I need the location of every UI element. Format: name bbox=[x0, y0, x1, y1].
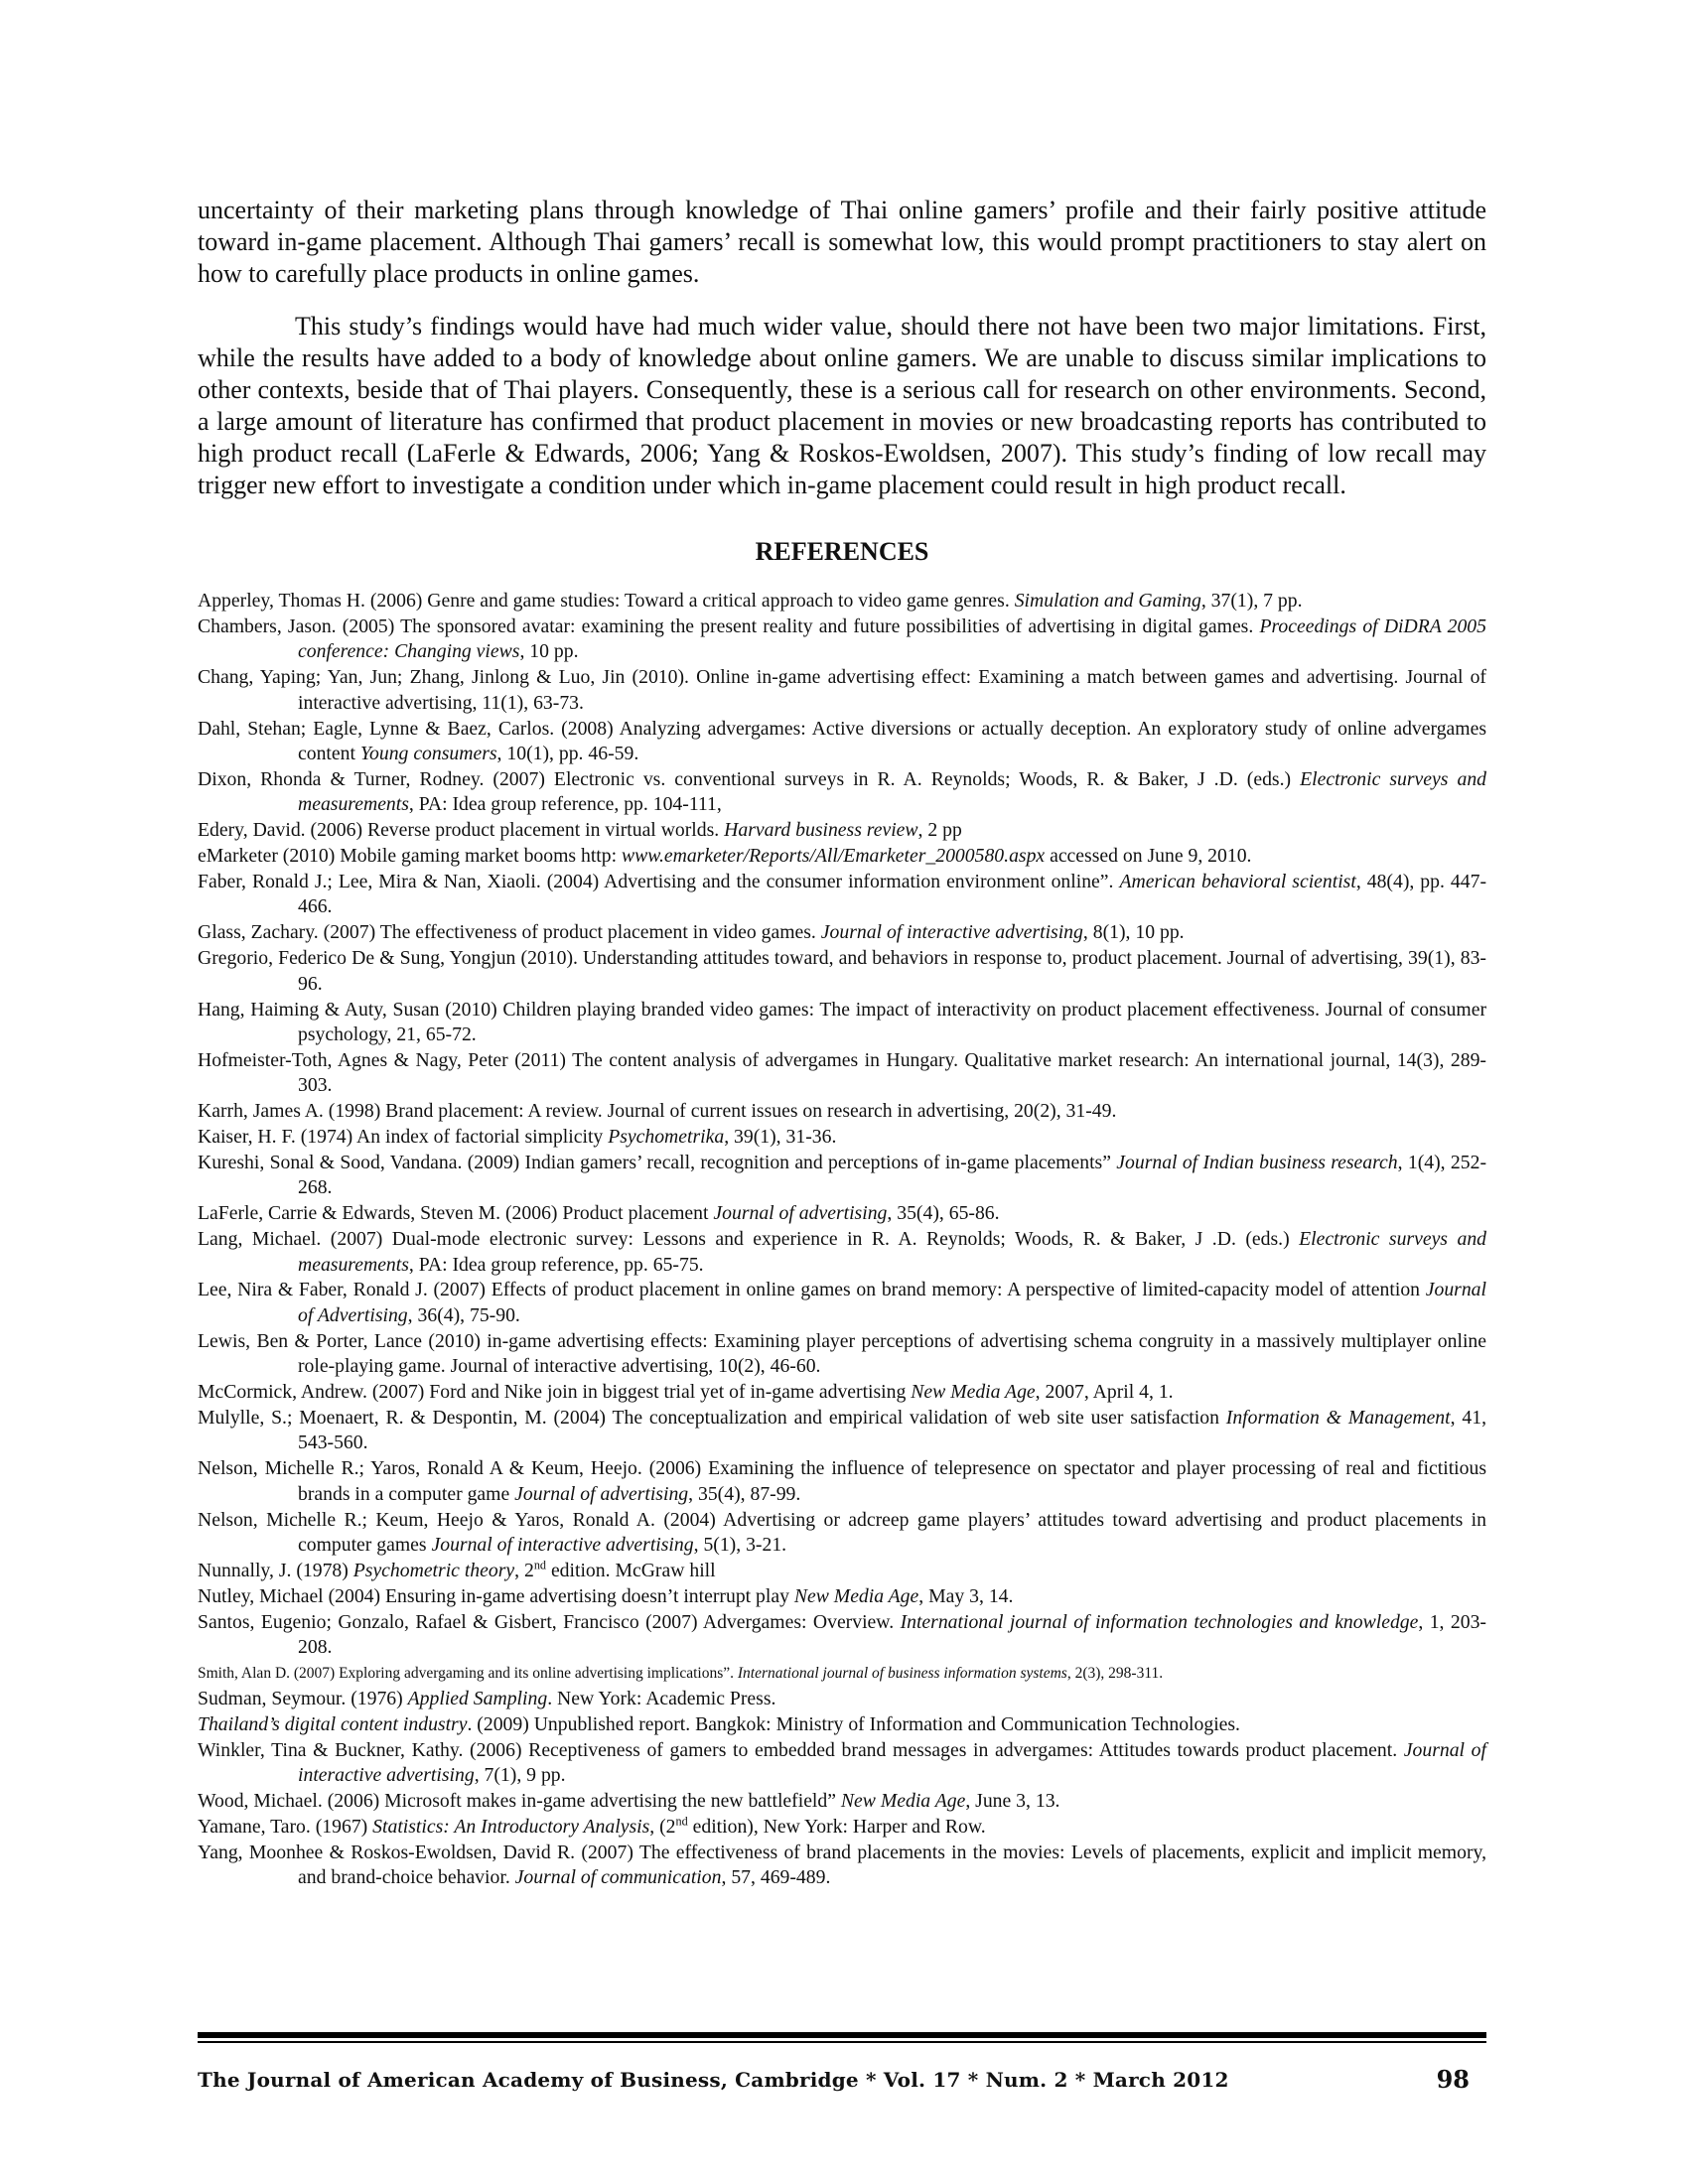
reference-item: Mulylle, S.; Moenaert, R. & Despontin, M. (2004) The conceptualization and empirical validation of web site user satisfaction Information & Management, 41, 543-560. bbox=[198, 1407, 1486, 1454]
references-list bbox=[198, 589, 1486, 1891]
reference-item: Lee, Nira & Faber, Ronald J. (2007) Effects of product placement in online games on brand memory: A perspective of limited-capacity model of attention Journal of Advertising, 36(4), 75-90. bbox=[198, 1279, 1486, 1326]
reference-item: McCormick, Andrew. (2007) Ford and Nike join in biggest trial yet of in-game advertising New Media Age, 2007, April 4, 1. bbox=[198, 1381, 1174, 1404]
reference-item: Gregorio, Federico De & Sung, Yongjun (2010). Understanding attitudes toward, and behaviors in response to, product placement. Journal of advertising, 39(1), 83-96. bbox=[198, 947, 1486, 995]
page-number: 98 bbox=[1436, 2065, 1470, 2094]
reference-item: Thailand’s digital content industry. (2009) Unpublished report. Bangkok: Ministry of Information and Communication Technologies. bbox=[198, 1712, 1240, 1735]
reference-item: Wood, Michael. (2006) Microsoft makes in-game advertising the new battlefield” New Media Age, June 3, 13. bbox=[198, 1790, 1060, 1813]
footer-rule-thick bbox=[198, 2032, 1486, 2038]
reference-item: Chambers, Jason. (2005) The sponsored avatar: examining the present reality and future possibilities of advertising in digital games. Proceedings of DiDRA 2005 conference: Changing views, 10 pp. bbox=[198, 614, 1486, 663]
body-paragraph-2: This study’s findings would have had much wider value, should there not have been two major limitations. First, while the results have added to a body of knowledge about online gamers. We are unable to discuss similar implications to other contexts, beside that of Thai players. Consequently, these is a serious call for research on other environments. Second, a large amount of literature has confirmed that product placement in movies or new broadcasting reports has contributed to high product recall (LaFerle & Edwards, 2006; Yang & Roskos-Ewoldsen, 2007). This study’s finding of low recall may trigger new effort to investigate a condition under which in-game placement could result in high product recall. bbox=[198, 312, 1486, 499]
footer-journal-title: The Journal of American Academy of Business, Cambridge * Vol. 17 * Num. 2 * March 2012 bbox=[198, 2068, 1229, 2092]
reference-item: Edery, David. (2006) Reverse product placement in virtual worlds. Harvard business review, 2 pp bbox=[198, 819, 962, 842]
reference-item: Faber, Ronald J.; Lee, Mira & Nan, Xiaoli. (2004) Advertising and the consumer information environment online”. American behavioral scientist, 48(4), pp. 447-466. bbox=[198, 870, 1486, 918]
reference-item: Nunnally, J. (1978) Psychometric theory, 2nd edition. McGraw hill bbox=[198, 1558, 716, 1581]
reference-item: Winkler, Tina & Buckner, Kathy. (2006) Receptiveness of gamers to embedded brand messages in advergames: Attitudes towards product placement. Journal of interactive advertising, 7(1), 9 pp. bbox=[198, 1738, 1486, 1787]
references-heading: REFERENCES bbox=[755, 537, 929, 566]
reference-item: Lang, Michael. (2007) Dual-mode electronic survey: Lessons and experience in R. A. Reynolds; Woods, R. & Baker, J .D. (eds.) Electronic surveys and measurements, PA: Idea group reference, pp. 65-75. bbox=[198, 1228, 1487, 1276]
reference-item: Nutley, Michael (2004) Ensuring in-game advertising doesn’t interrupt play New Media Age, May 3, 14. bbox=[198, 1584, 1014, 1607]
reference-item: Santos, Eugenio; Gonzalo, Rafael & Gisbert, Francisco (2007) Advergames: Overview. International journal of information technologies and knowledge, 1, 203-208. bbox=[198, 1610, 1486, 1659]
reference-item: Karrh, James A. (1998) Brand placement: A review. Journal of current issues on research in advertising, 20(2), 31-49. bbox=[198, 1100, 1117, 1123]
footer-rule-thin bbox=[198, 2041, 1486, 2043]
body-paragraph-1: uncertainty of their marketing plans through knowledge of Thai online gamers’ profile and their fairly positive attitude toward in-game placement. Although Thai gamers’ recall is somewhat low, this would prompt practitioners to stay alert on how to carefully place products in online games. bbox=[198, 196, 1486, 288]
reference-item: Sudman, Seymour. (1976) Applied Sampling. New York: Academic Press. bbox=[198, 1687, 776, 1709]
reference-item: Lewis, Ben & Porter, Lance (2010) in-game advertising effects: Examining player perceptions of advertising schema congruity in a massively multiplayer online role-playing game. Journal of interactive advertising, 10(2), 46-60. bbox=[198, 1329, 1486, 1378]
reference-item: Apperley, Thomas H. (2006) Genre and game studies: Toward a critical approach to video game genres. Simulation and Gaming, 37(1), 7 pp. bbox=[198, 590, 1303, 612]
reference-item: LaFerle, Carrie & Edwards, Steven M. (2006) Product placement Journal of advertising, 35(4), 65-86. bbox=[198, 1202, 1000, 1225]
reference-item: Dahl, Stehan; Eagle, Lynne & Baez, Carlos. (2008) Analyzing advergames: Active diversions or actually deception. An exploratory study of online advergames content Young consumers, 10(1), pp. 46-59. bbox=[198, 717, 1486, 764]
reference-item: eMarketer (2010) Mobile gaming market booms http: www.emarketer/Reports/All/Emarketer_2000580.aspx accessed on June 9, 2010. bbox=[198, 845, 1252, 868]
reference-item: Glass, Zachary. (2007) The effectiveness of product placement in video games. Journal of interactive advertising, 8(1), 10 pp. bbox=[198, 921, 1185, 944]
reference-item: Kaiser, H. F. (1974) An index of factorial simplicity Psychometrika, 39(1), 31-36. bbox=[198, 1126, 837, 1149]
page-content bbox=[198, 195, 1486, 1891]
reference-item: Kureshi, Sonal & Sood, Vandana. (2009) Indian gamers’ recall, recognition and perceptions of in-game placements” Journal of Indian business research, 1(4), 252-268. bbox=[198, 1151, 1486, 1199]
reference-item: Hofmeister-Toth, Agnes & Nagy, Peter (2011) The content analysis of advergames in Hungary. Qualitative market research: An international journal, 14(3), 289-303. bbox=[198, 1048, 1486, 1097]
reference-item: Yamane, Taro. (1967) Statistics: An Introductory Analysis, (2nd edition), New York: Harper and Row. bbox=[198, 1814, 986, 1838]
reference-item: Dixon, Rhonda & Turner, Rodney. (2007) Electronic vs. conventional surveys in R. A. Reynolds; Woods, R. & Baker, J .D. (eds.) Electronic surveys and measurements, PA: Idea group reference, pp. 104-111, bbox=[198, 767, 1487, 816]
reference-item: Chang, Yaping; Yan, Jun; Zhang, Jinlong & Luo, Jin (2010). Online in-game advertising effect: Examining a match between games and advertising. Journal of interactive advertising, 11(1), 63-73. bbox=[198, 666, 1486, 714]
reference-item: Yang, Moonhee & Roskos-Ewoldsen, David R. (2007) The effectiveness of brand placements in the movies: Levels of placements, explicit and implicit memory, and brand-choice behavior. Journal of communication, 57, 469-489. bbox=[198, 1841, 1486, 1889]
reference-item: Hang, Haiming & Auty, Susan (2010) Children playing branded video games: The impact of interactivity on product placement effectiveness. Journal of consumer psychology, 21, 65-72. bbox=[198, 998, 1486, 1045]
reference-item: Smith, Alan D. (2007) Exploring advergaming and its online advertising implications”. International journal of business information systems, 2(3), 298-311. bbox=[198, 1665, 1164, 1683]
reference-item: Nelson, Michelle R.; Yaros, Ronald A & Keum, Heejo. (2006) Examining the influence of telepresence on spectator and player processing of real and fictitious brands in a computer game Journal of advertising, 35(4), 87-99. bbox=[198, 1457, 1486, 1505]
reference-item: Nelson, Michelle R.; Keum, Heejo & Yaros, Ronald A. (2004) Advertising or adcreep game players’ attitudes toward advertising and product placements in computer games Journal of interactive advertising, 5(1), 3-21. bbox=[198, 1508, 1486, 1557]
